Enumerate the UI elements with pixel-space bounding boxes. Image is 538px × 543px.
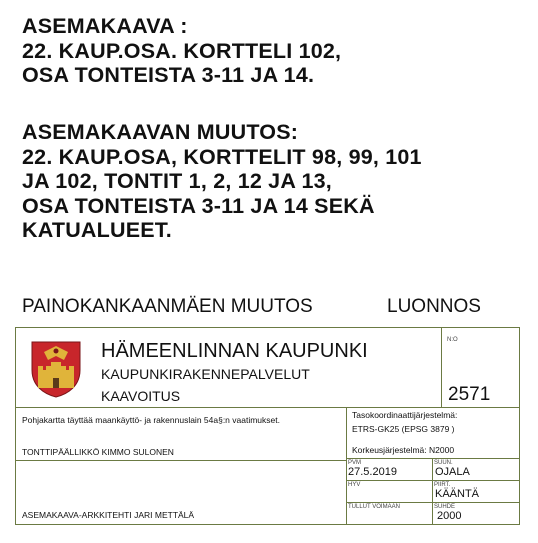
left-row-divider bbox=[15, 460, 346, 461]
amendment-heading-line: 22. KAUP.OSA, KORTTELIT 98, 99, 101 bbox=[22, 144, 422, 169]
scale-label: SUHDE bbox=[434, 504, 456, 510]
basemap-note: Pohjakartta täyttää maankäyttö- ja rakennuslain 54a§:n vaatimukset. bbox=[22, 415, 280, 425]
coord-system-value: ETRS-GK25 (EPSG 3879 ) bbox=[352, 424, 455, 434]
unit-name: KAAVOITUS bbox=[101, 388, 181, 404]
date-value: 27.5.2019 bbox=[348, 466, 397, 478]
coord-system-label: Tasokoordinaattijärjestelmä: bbox=[352, 410, 458, 420]
effective-label: TULLUT VOIMAAN bbox=[348, 504, 400, 510]
plan-heading-line: ASEMAKAAVA : bbox=[22, 14, 188, 38]
right-row-divider-2 bbox=[346, 480, 520, 481]
scale-value: 2000 bbox=[437, 510, 462, 522]
frame-top bbox=[15, 327, 520, 328]
designer-label: SUUN. bbox=[434, 460, 453, 466]
frame-right bbox=[519, 327, 520, 525]
status-label: LUONNOS bbox=[387, 296, 481, 317]
frame-left bbox=[15, 327, 16, 525]
plan-number-label: N:O bbox=[447, 337, 458, 343]
right-col-divider bbox=[432, 458, 433, 525]
department-name: KAUPUNKIRAKENNEPALVELUT bbox=[101, 366, 310, 382]
plan-architect: ASEMAKAAVA-ARKKITEHTI JARI METTÄLÄ bbox=[22, 510, 195, 520]
amendment-heading-line: KATUALUEET. bbox=[22, 218, 172, 243]
plot-manager: TONTTIPÄÄLLIKKÖ KIMMO SULONEN bbox=[22, 447, 174, 457]
amendment-heading-line: ASEMAKAAVAN MUUTOS: bbox=[22, 120, 299, 144]
amendment-heading bbox=[22, 120, 422, 243]
height-system: Korkeusjärjestelmä: N2000 bbox=[352, 445, 455, 455]
meta-divider bbox=[346, 407, 347, 525]
plan-number: 2571 bbox=[448, 384, 491, 405]
amendment-heading-line: JA 102, TONTIT 1, 2, 12 JA 13, bbox=[22, 169, 332, 194]
amendment-heading-line: OSA TONTEISTA 3-11 JA 14 SEKÄ bbox=[22, 193, 375, 218]
number-divider bbox=[441, 327, 442, 407]
city-name: HÄMEENLINNAN KAUPUNKI bbox=[101, 340, 368, 362]
city-crest-icon bbox=[30, 340, 82, 398]
plan-heading bbox=[22, 14, 341, 88]
right-row-divider-3 bbox=[346, 502, 520, 503]
drawer-label: PIIRT. bbox=[434, 482, 451, 488]
project-name: PAINOKANKAANMÄEN MUUTOS bbox=[22, 296, 313, 317]
designer-value: OJALA bbox=[435, 466, 470, 478]
frame-bottom bbox=[15, 524, 520, 525]
approved-label: HYV bbox=[348, 482, 361, 488]
plan-heading-line: OSA TONTEISTA 3-11 JA 14. bbox=[22, 63, 315, 88]
right-row-divider-1 bbox=[346, 458, 520, 459]
drawer-value: KÄÄNTÄ bbox=[435, 488, 480, 500]
header-divider bbox=[15, 407, 520, 408]
plan-heading-line: 22. KAUP.OSA. KORTTELI 102, bbox=[22, 38, 342, 63]
date-label: PVM bbox=[348, 460, 362, 466]
